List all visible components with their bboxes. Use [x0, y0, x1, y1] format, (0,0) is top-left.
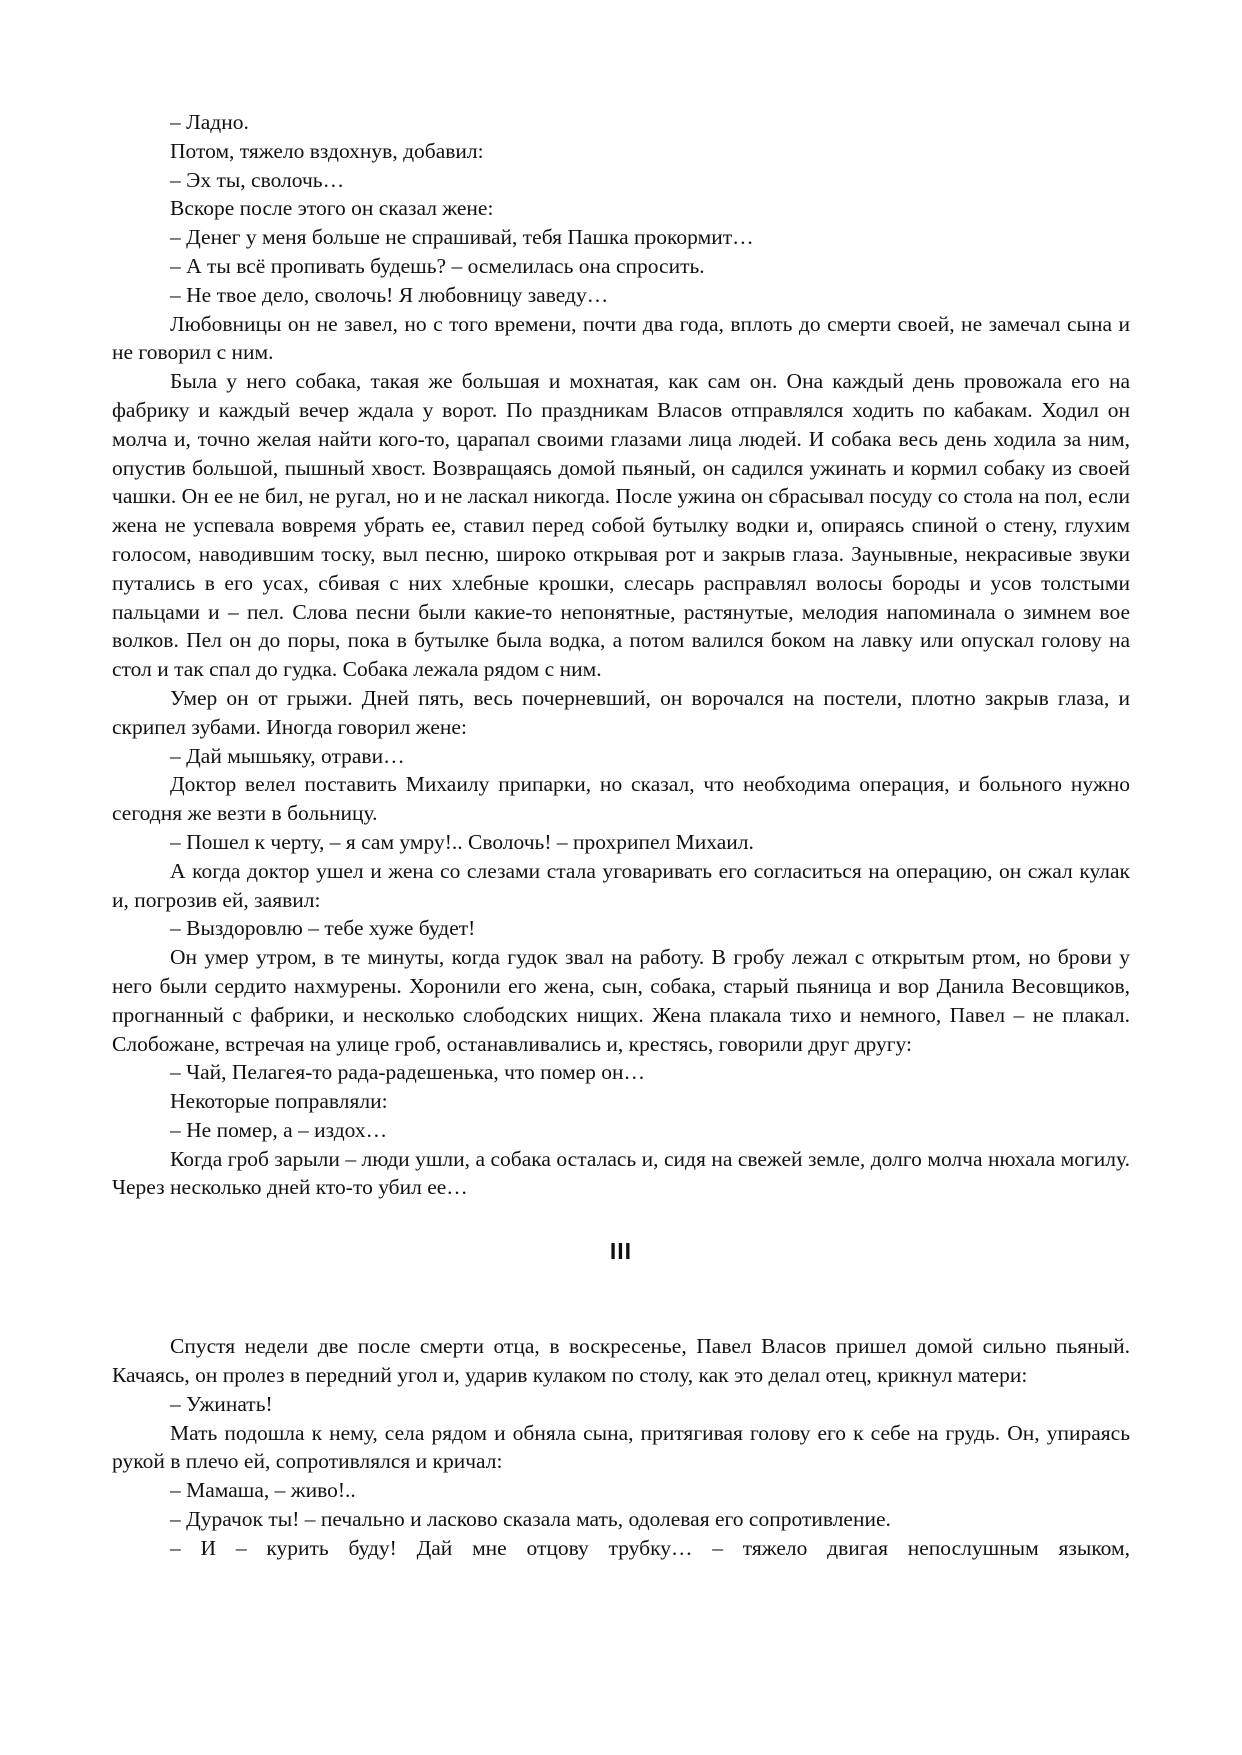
paragraph: – Ужинать!	[170, 1391, 273, 1416]
paragraph: – Не помер, а – издох…	[170, 1117, 388, 1142]
paragraph: – Не твое дело, сволочь! Я любовницу заведу…	[170, 282, 609, 307]
paragraph: Когда гроб зарыли – люди ушли, а собака осталась и, сидя на свежей земле, долго молча нюхала могилу. Через несколько дней кто-то убил ее…	[112, 1146, 1130, 1200]
paragraph: – Денег у меня больше не спрашивай, тебя Пашка прокормит…	[170, 225, 754, 250]
paragraph: А когда доктор ушел и жена со слезами стала уговаривать его согласиться на операцию, он сжал кулак и, погрозив ей, заявил:	[112, 858, 1130, 912]
paragraph: Спустя недели две после смерти отца, в воскресенье, Павел Власов пришел домой сильно пьяный. Качаясь, он пролез в передний угол и, ударив кулаком по столу, как это делал отец, крикнул матери:	[112, 1334, 1130, 1388]
paragraph-continued: – И – курить буду! Дай мне отцову трубку… – тяжело двигая непослушным языком,	[170, 1535, 1130, 1560]
document-page	[112, 108, 1130, 1563]
paragraph: Доктор велел поставить Михаилу припарки, но сказал, что необходима операция, и больного нужно сегодня же везти в больницу.	[112, 772, 1130, 826]
paragraph: Некоторые поправляли:	[170, 1089, 388, 1114]
paragraph: Любовницы он не завел, но с того времени, почти два года, вплоть до смерти своей, не замечал сына и не говорил с ним.	[112, 311, 1130, 365]
paragraph: – Дай мышьяку, отрави…	[170, 743, 405, 768]
paragraph: Он умер утром, в те минуты, когда гудок звал на работу. В гробу лежал с открытым ртом, но брови у него были сердито нахмурены. Хоронили его жена, сын, собака, старый пьяница и вор Данила Весовщиков, прогнанный с фабрики, и несколько слободских нищих. Жена плакала тихо и немного, Павел – не плакал. Слобожане, встречая на улице гроб, останавливались и, крестясь, говорили друг другу:	[112, 945, 1130, 1056]
paragraph: – Дурачок ты! – печально и ласково сказала мать, одолевая его сопротивление.	[170, 1507, 891, 1532]
paragraph: – Эх ты, сволочь…	[170, 167, 345, 192]
paragraph: – Ладно.	[170, 110, 249, 134]
paragraph: – Пошел к черту, – я сам умру!.. Сволочь! – прохрипел Михаил.	[170, 829, 754, 854]
chapter-heading: III	[609, 1237, 633, 1264]
paragraph: Мать подошла к нему, села рядом и обняла сына, притягивая голову его к себе на грудь. Он, упираясь рукой в плечо ей, сопротивлялся и кричал:	[112, 1420, 1130, 1474]
paragraph: Вскоре после этого он сказал жене:	[170, 196, 494, 221]
paragraph: – Чай, Пелагея-то рада-радешенька, что помер он…	[170, 1060, 646, 1085]
paragraph: – Мамаша, – живо!..	[170, 1478, 356, 1503]
paragraph: – Выздоровлю – тебе хуже будет!	[170, 916, 476, 941]
paragraph: Была у него собака, такая же большая и мохнатая, как сам он. Она каждый день провожала его на фабрику и каждый вечер ждала у ворот. По праздникам Власов отправлялся ходить по кабакам. Ходил он молча и, точно желая найти кого-то, царапал своими глазами лица людей. И собака весь день ходила за ним, опустив большой, пышный хвост. Возвращаясь домой пьяный, он садился ужинать и кормил собаку из своей чашки. Он ее не бил, не ругал, но и не ласкал никогда. После ужина он сбрасывал посуду со стола на пол, если жена не успевала вовремя убрать ее, ставил перед собой бутылку водки и, опираясь спиной о стену, глухим голосом, наводившим тоску, выл песню, широко открывая рот и закрыв глаза. Заунывные, некрасивые звуки путались в его усах, сбивая с них хлебные крошки, слесарь расправлял волосы бороды и усов толстыми пальцами и – пел. Слова песни были какие-то непонятные, растянутые, мелодия напоминала о зимнем вое волков. Пел он до поры, пока в бутылке была водка, а потом валился боком на лавку или опускал голову на стол и так спал до гудка. Собака лежала рядом с ним.	[112, 369, 1130, 682]
paragraph: Умер он от грыжи. Дней пять, весь почерневший, он ворочался на постели, плотно закрыв глаза, и скрипел зубами. Иногда говорил жене:	[112, 685, 1130, 739]
paragraph: – А ты всё пропивать будешь? – осмелилась она спросить.	[170, 253, 705, 278]
paragraph: Потом, тяжело вздохнув, добавил:	[170, 138, 484, 163]
